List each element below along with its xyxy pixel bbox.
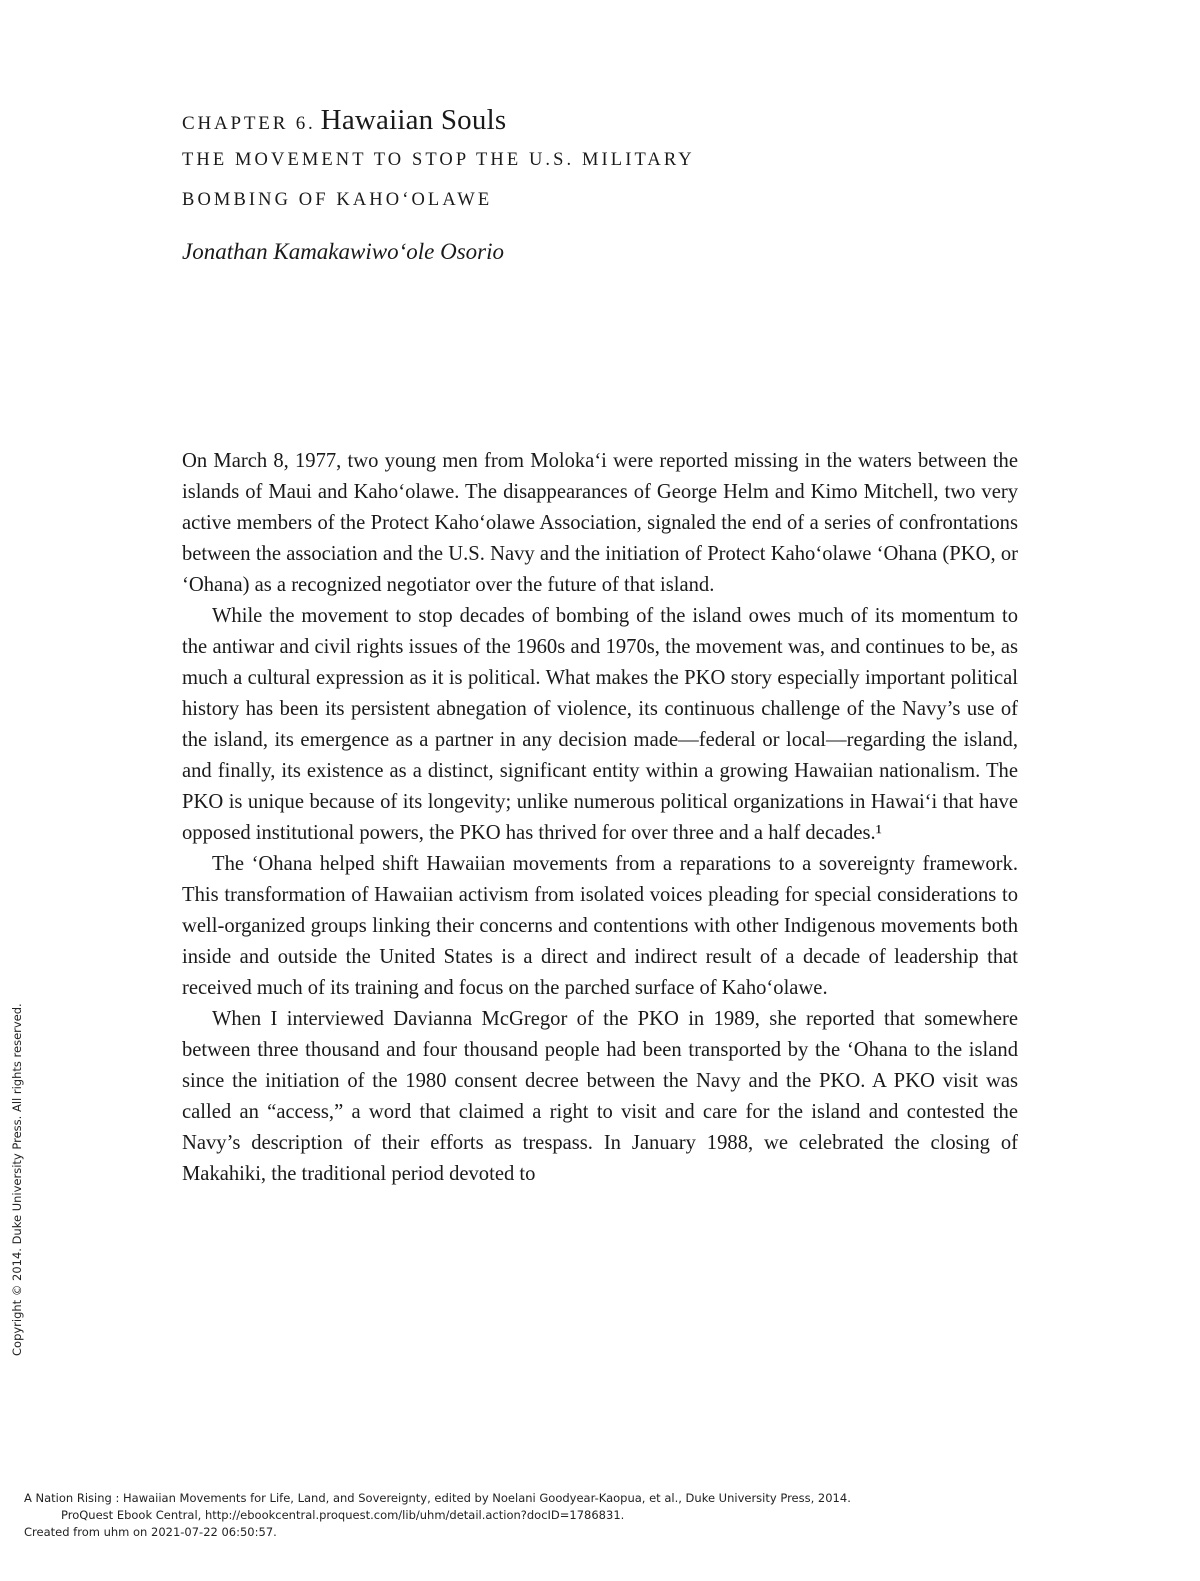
citation-footer [24,1490,851,1541]
paragraph: The ‘Ohana helped shift Hawaiian movements from a reparations to a sovereignty framework. This transformation of Hawaiian activism from isolated voices pleading for special considerations to well-organized groups linking their concerns and contentions with other Indigenous movements both inside and outside the United States is a direct and indirect result of a decade of leadership that received much of its training and focus on the parched surface of Kaho‘olawe. [182,853,1018,999]
chapter-subtitle-line-1: THE MOVEMENT TO STOP THE U.S. MILITARY [182,150,695,170]
side-copyright-notice: Copyright © 2014. Duke University Press. All rights reserved. [10,1003,24,1356]
paragraph: While the movement to stop decades of bombing of the island owes much of its momentum to the antiwar and civil rights issues of the 1960s and 1970s, the movement was, and continues to be, as much a cultural expression as it is political. What makes the PKO story especially important political history has been its persistent abnegation of violence, its continuous challenge of the Navy’s use of the island, its emergence as a partner in any decision made—federal or local—regarding the island, and finally, its existence as a distinct, significant entity within a growing Hawaiian nationalism. The PKO is unique because of its longevity; unlike numerous political organizations in Hawai‘i that have opposed institutional powers, the PKO has thrived for over three and a half decades.¹ [182,605,1018,844]
paragraph: When I interviewed Davianna McGregor of the PKO in 1989, she reported that somewhere between three thousand and four thousand people had been transported by the ‘Ohana to the island since the initiation of the 1980 consent decree between the Navy and the PKO. A PKO visit was called an “access,” a word that claimed a right to visit and care for the island and contested the Navy’s description of their efforts as trespass. In January 1988, we celebrated the closing of Makahiki, the traditional period devoted to [182,1008,1018,1185]
chapter-title: Hawaiian Souls [320,104,507,136]
chapter-label: CHAPTER 6. [182,113,316,134]
footer-created-line: Created from uhm on 2021-07-22 06:50:57. [24,1525,277,1539]
chapter-subtitle-line-2: BOMBING OF KAHO‘OLAWE [182,190,493,210]
chapter-heading [182,100,1002,140]
chapter-header [182,100,1002,272]
footer-citation-line: A Nation Rising : Hawaiian Movements for Life, Land, and Sovereignty, edited by Noelani Goodyear-Kaopua, et al., Duke University Press, 2014. [24,1491,851,1505]
paragraph: On March 8, 1977, two young men from Moloka‘i were reported missing in the waters between the islands of Maui and Kaho‘olawe. The disappearances of George Helm and Kimo Mitchell, two very active members of the Protect Kaho‘olawe Association, signaled the end of a series of confrontations between the association and the U.S. Navy and the initiation of Protect Kaho‘olawe ‘Ohana (PKO, or ‘Ohana) as a recognized negotiator over the future of that island. [182,450,1018,596]
footer-source-line: ProQuest Ebook Central, http://ebookcentral.proquest.com/lib/uhm/detail.action?docID=1786831. [61,1508,625,1522]
chapter-author: Jonathan Kamakawiwo‘ole Osorio [182,239,504,264]
body-text [182,446,1018,1190]
